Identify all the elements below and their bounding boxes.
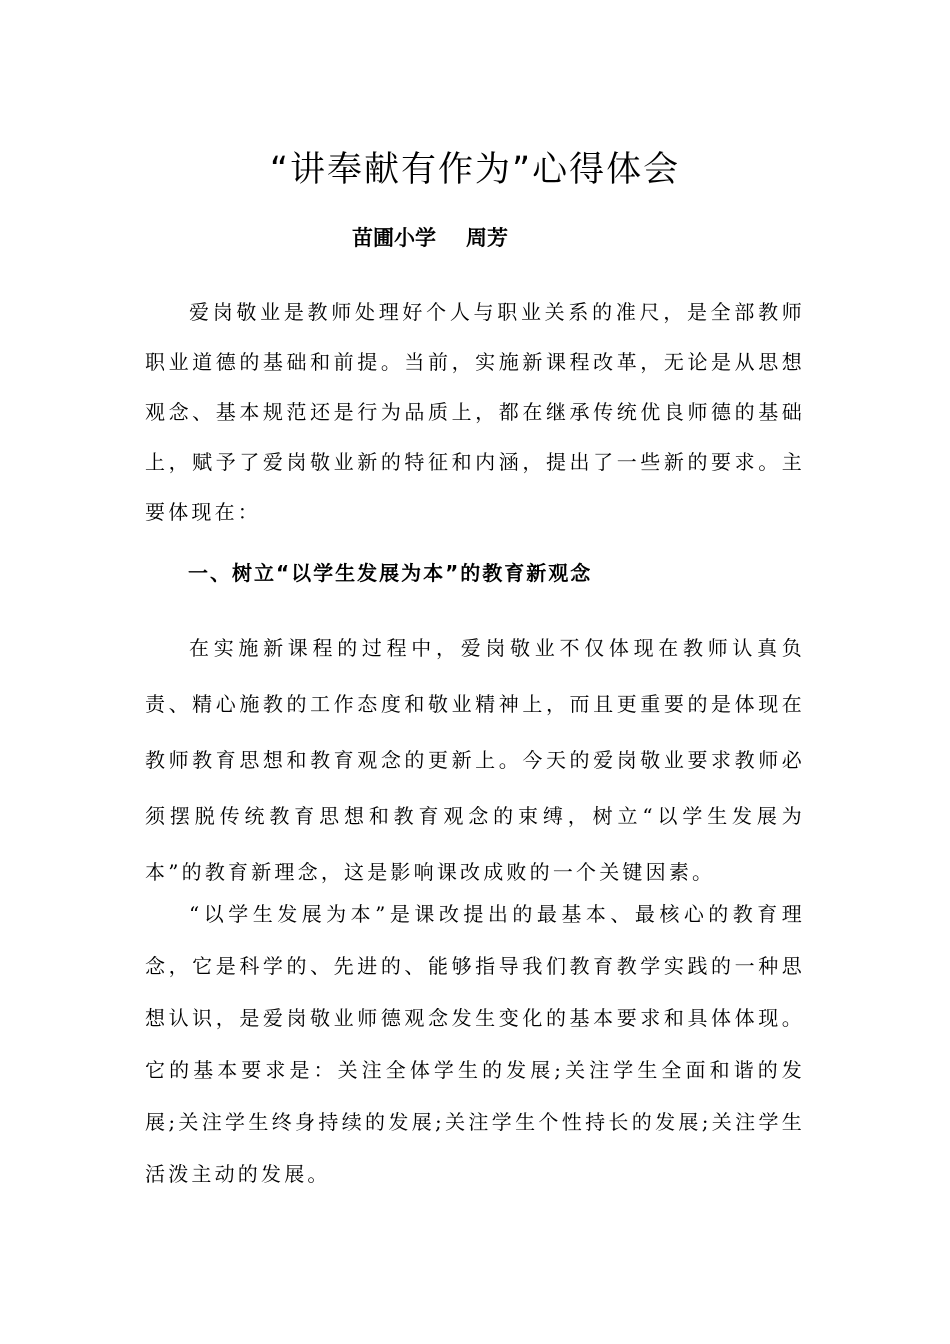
author-school: 苗圃小学 <box>352 226 436 250</box>
author-name: 周芳 <box>466 226 508 250</box>
document-title: “讲奉献有作为”心得体会 <box>269 150 681 190</box>
author-line <box>352 222 508 254</box>
paragraph-intro: 爱岗敬业是教师处理好个人与职业关系的准尺，是全部教师职业道德的基础和前提。当前，实施新课程改革，无论是从思想观念、基本规范还是行为品质上，都在继承传统优良师德的基础上，赋予了爱岗敬业新的特征和内涵，提出了一些新的要求。主要体现在： <box>145 300 805 524</box>
section-heading-1: 一、树立“以学生发展为本”的教育新观念 <box>188 561 593 585</box>
paragraph-section1-b: “以学生发展为本”是课改提出的最基本、最核心的教育理念，它是科学的、先进的、能够指导我们教育教学实践的一种思想认识，是爱岗敬业师德观念发生变化的基本要求和具体体现。它的基本要求是：关注全体学生的发展;关注学生全面和谐的发展;关注学生终身持续的发展;关注学生个性持长的发展;关注学生活泼主动的发展。 <box>145 902 805 1186</box>
paragraph-section1-a: 在实施新课程的过程中，爱岗敬业不仅体现在教师认真负责、精心施教的工作态度和敬业精神上，而且更重要的是体现在教师教育思想和教育观念的更新上。今天的爱岗敬业要求教师必须摆脱传统教育思想和教育观念的束缚，树立“以学生发展为本”的教育新理念，这是影响课改成败的一个关键因素。 <box>145 636 805 884</box>
